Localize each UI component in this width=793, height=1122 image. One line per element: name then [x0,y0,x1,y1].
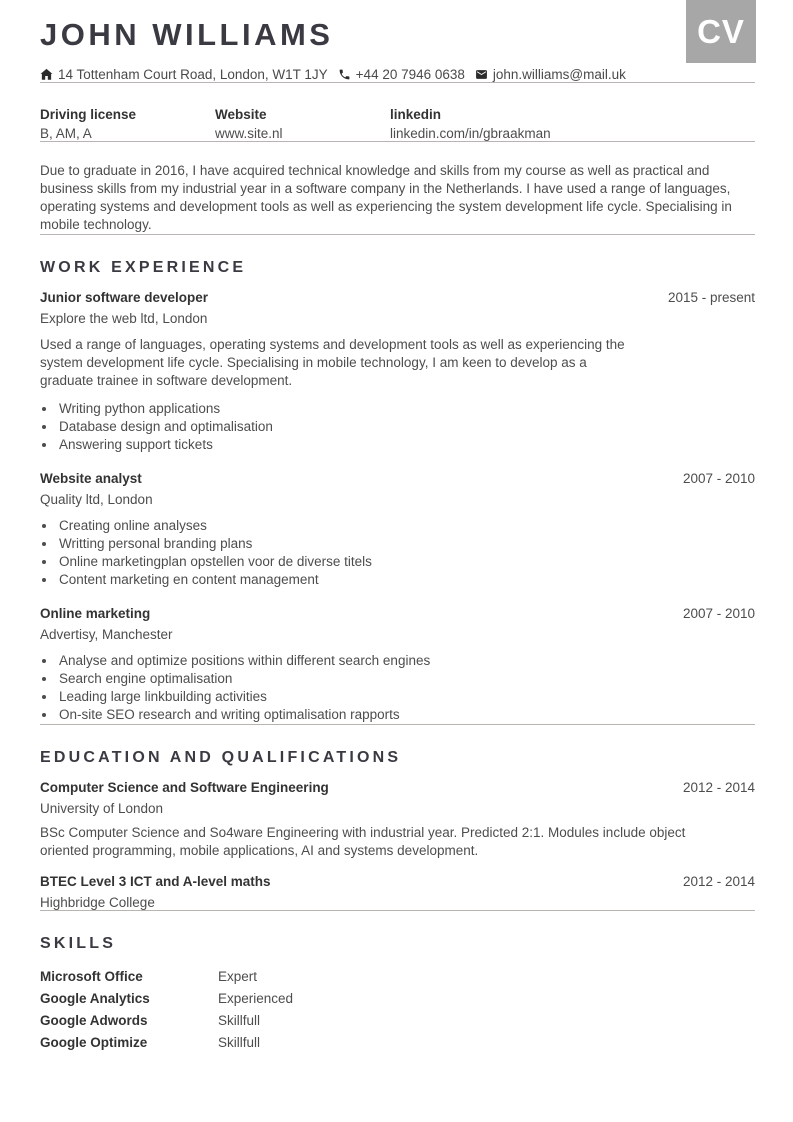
address-text: 14 Tottenham Court Road, London, W1T 1JY [58,67,328,83]
home-icon [40,68,53,81]
job-period: 2015 - present [667,290,755,306]
job-bullet: • Answering support tickets [57,436,755,454]
job-bullet: • Analyse and optimize positions within different search engines [57,652,755,670]
job-bullet: • On-site SEO research and writing optimalisation rapports [57,706,755,724]
education-section [40,749,755,910]
skill-name: Google Optimize [40,1034,148,1050]
detail-website [215,107,390,141]
skill-row [40,965,755,987]
section-title-skills: SKILLS [40,935,117,953]
job-title: Online marketing [40,606,151,622]
education-entry [40,780,755,860]
skill-name: Microsoft Office [40,968,143,984]
job-company: Quality ltd, London [40,492,153,508]
education-description: BSc Computer Science and So4ware Engineering with industrial year. Predicted 2:1. Modules include object oriented programming, mobile applications, AI and systems development. [40,825,686,859]
detail-label: Driving license [40,107,137,123]
education-header [40,780,755,795]
divider [40,910,755,911]
page-title: JOHN WILLIAMS [40,17,334,52]
job-title: Junior software developer [40,290,209,306]
job-company: Advertisy, Manchester [40,627,173,643]
education-entry [40,874,755,910]
job-header [40,606,755,621]
job-bullet-list [40,517,755,589]
job-bullet: • Leading large linkbuilding activities [57,688,755,706]
job-header [40,290,755,305]
detail-driving-license [40,107,215,141]
divider [40,234,755,235]
detail-label: Website [215,107,267,123]
job-bullet-list [40,652,755,724]
divider [40,141,755,142]
skills-list [40,965,755,1053]
education-title: Computer Science and Software Engineering [40,780,329,796]
education-title: BTEC Level 3 ICT and A-level maths [40,874,271,890]
section-title-education: EDUCATION AND QUALIFICATIONS [40,749,402,767]
divider [40,82,755,83]
job-entry [40,290,755,454]
phone-icon [338,68,351,81]
job-bullet: • Database design and optimalisation [57,418,755,436]
work-experience-section [40,259,755,724]
job-entry [40,606,755,724]
skill-name: Google Adwords [40,1012,148,1028]
details-strip [40,107,755,141]
job-bullet: • Content marketing en content management [57,571,755,589]
job-entry [40,471,755,589]
skill-row [40,1031,755,1053]
skill-name: Google Analytics [40,990,150,1006]
job-bullet: • Online marketingplan opstellen voor de diverse titels [57,553,755,571]
contact-phone [338,67,465,82]
section-title-work-experience: WORK EXPERIENCE [40,259,247,277]
divider [40,724,755,725]
phone-text: +44 20 7946 0638 [355,67,465,83]
job-period: 2007 - 2010 [682,471,755,487]
detail-linkedin [390,107,565,141]
detail-value: www.site.nl [215,126,283,142]
job-bullet: • Writing python applications [57,400,755,418]
profile-summary: Due to graduate in 2016, I have acquired technical knowledge and skills from my course as well as practical and business skills from my industrial year in a software company in the Netherlands. I have used a range of languages, operating systems and development tools as well as experiencing the system development life cycle. Specialising in mobile technology. [40,163,732,233]
skill-row [40,987,755,1009]
job-bullet: • Creating online analyses [57,517,755,535]
education-period: 2012 - 2014 [682,780,755,796]
cv-logo-badge: CV [686,0,756,63]
detail-label: linkedin [390,107,442,123]
job-bullet: • Writting personal branding plans [57,535,755,553]
job-bullet: • Search engine optimalisation [57,670,755,688]
education-school: University of London [40,801,164,817]
job-bullet-list [40,400,755,454]
mail-icon [475,68,488,81]
contact-email [475,67,626,82]
skill-level: Expert [218,968,258,984]
skills-section [40,935,755,1053]
job-header [40,471,755,486]
education-header [40,874,755,889]
job-period: 2007 - 2010 [682,606,755,622]
contact-address [40,67,328,82]
contact-row [40,67,755,82]
email-text: john.williams@mail.uk [492,67,626,83]
job-description: Used a range of languages, operating systems and development tools as well as experiencing the system development life cycle. Specialising in mobile technology, I am keen to develop as a graduate trainee in software development. [40,337,625,389]
skill-level: Experienced [218,990,294,1006]
education-school: Highbridge College [40,895,155,911]
skill-level: Skillfull [218,1012,261,1028]
detail-value: linkedin.com/in/gbraakman [390,126,551,142]
education-period: 2012 - 2014 [682,874,755,890]
job-title: Website analyst [40,471,142,487]
skill-level: Skillfull [218,1034,261,1050]
job-company: Explore the web ltd, London [40,311,208,327]
detail-value: B, AM, A [40,126,92,142]
skill-row [40,1009,755,1031]
